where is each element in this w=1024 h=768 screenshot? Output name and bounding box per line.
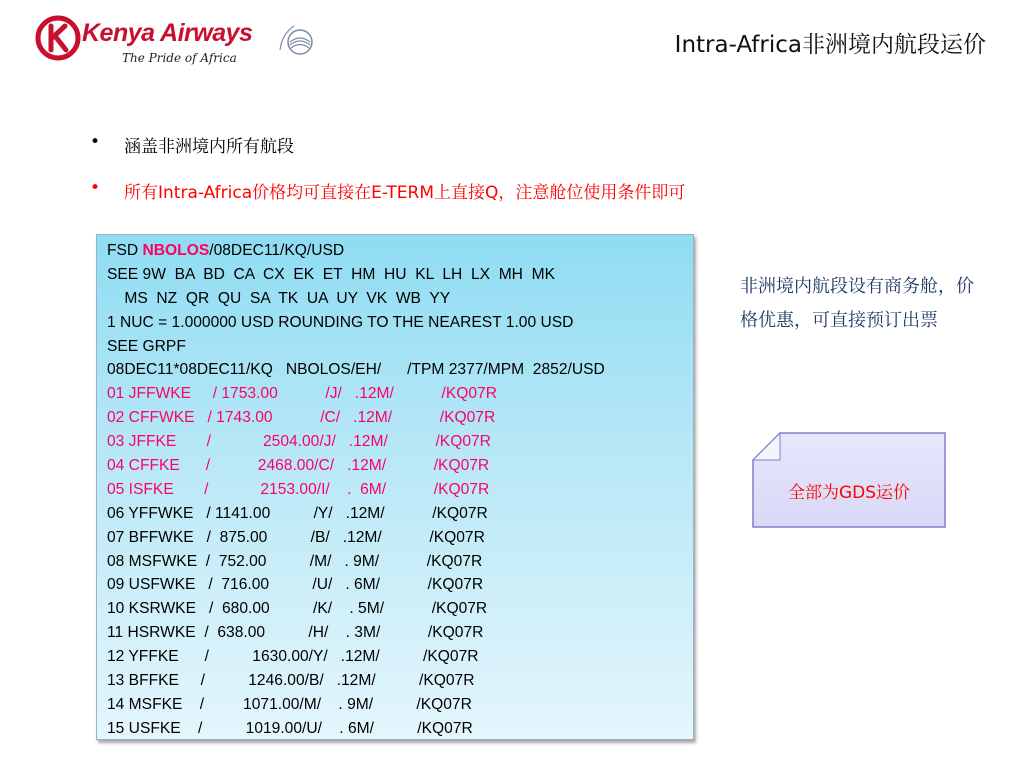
fare-line: 06 YFFWKE / 1141.00 /Y/ .12M/ /KQ07R (107, 504, 488, 522)
bullet-item (90, 132, 685, 158)
fare-header-suffix: /08DEC11/KQ/USD (209, 242, 345, 259)
fare-lines (107, 263, 693, 741)
fare-line: 09 USFWKE / 716.00 /U/ . 6M/ /KQ07R (107, 576, 484, 594)
fare-header-city: NBOLOS (142, 242, 210, 259)
fare-line: 10 KSRWKE / 680.00 /K/ . 5M/ /KQ07R (107, 600, 488, 618)
fare-line: 04 CFFKE / 2468.00/C/ .12M/ /KQ07R (107, 457, 490, 475)
kenya-airways-emblem-icon (34, 14, 82, 62)
fare-line: SEE 9W BA BD CA CX EK ET HM HU KL LH LX MH MK (107, 265, 555, 283)
gds-callout (752, 432, 946, 528)
fare-line: 08DEC11*08DEC11/KQ NBOLOS/EH/ /TPM 2377/MPM 2852/USD (107, 361, 605, 379)
fare-line: 08 MSFWKE / 752.00 /M/ . 9M/ /KQ07R (107, 552, 483, 570)
fare-line: SEE GRPF (107, 337, 186, 355)
fare-line: 05 ISFKE / 2153.00/I/ . 6M/ /KQ07R (107, 480, 490, 498)
bullet-item (90, 178, 685, 204)
side-note: 非洲境内航段设有商务舱，价格优惠，可直接预订出票 (740, 276, 974, 331)
fare-display-box (96, 234, 694, 740)
fare-line: MS NZ QR QU SA TK UA UY VK WB YY (107, 289, 451, 307)
gds-callout-label: 全部为GDS运价 (787, 483, 911, 503)
fare-header-line (107, 239, 693, 263)
bullet-marker: • (90, 132, 101, 152)
bullet-text: 涵盖非洲境内所有航段 (124, 137, 294, 157)
fare-line: 15 USFKE / 1019.00/U/ . 6M/ /KQ07R (107, 719, 473, 737)
kenya-airways-logo (30, 12, 320, 72)
logo-tagline: The Pride of Africa (122, 51, 237, 65)
skyteam-icon (276, 20, 316, 60)
fare-line: 11 HSRWKE / 638.00 /H/ . 3M/ /KQ07R (107, 624, 484, 642)
fare-line: 14 MSFKE / 1071.00/M/ . 9M/ /KQ07R (107, 695, 472, 713)
fare-line: 01 JFFWKE / 1753.00 /J/ .12M/ /KQ07R (107, 385, 497, 403)
bullet-marker: • (90, 178, 101, 198)
fare-line: 03 JFFKE / 2504.00/J/ .12M/ /KQ07R (107, 433, 491, 451)
fare-line: 1 NUC = 1.000000 USD ROUNDING TO THE NEAREST 1.00 USD (107, 313, 574, 331)
logo-name: Kenya Airways (82, 19, 253, 47)
bullet-text: 所有Intra-Africa价格均可直接在E-TERM上直接Q，注意舱位使用条件即可 (124, 183, 686, 203)
slide-title: Intra-Africa非洲境内航段运价 (674, 32, 986, 58)
fare-line: 02 CFFWKE / 1743.00 /C/ .12M/ /KQ07R (107, 409, 496, 427)
fare-header-prefix: FSD (107, 242, 143, 259)
fare-line: 07 BFFWKE / 875.00 /B/ .12M/ /KQ07R (107, 528, 485, 546)
fare-line: 13 BFFKE / 1246.00/B/ .12M/ /KQ07R (107, 672, 475, 690)
fare-line: 12 YFFKE / 1630.00/Y/ .12M/ /KQ07R (107, 648, 479, 666)
bullet-list (90, 132, 685, 224)
